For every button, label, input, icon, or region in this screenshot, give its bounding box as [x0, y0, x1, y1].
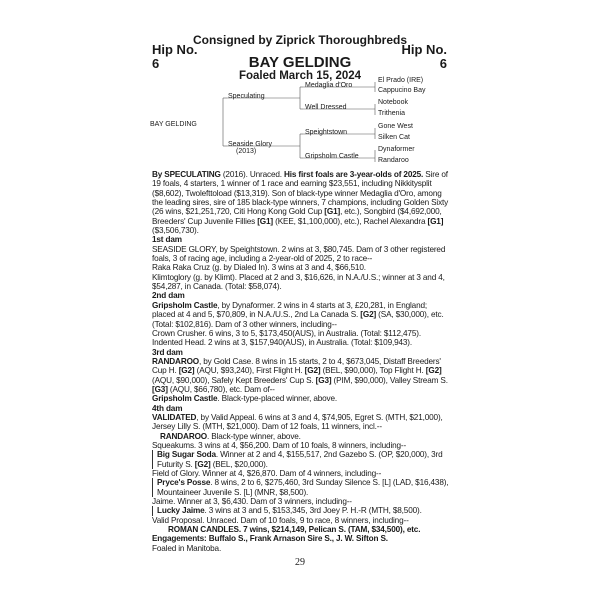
second-dam-paragraph: Gripsholm Castle, by Dynaformer. 2 wins in 4 starts at 3, £20,281, in England; placed at 4 and 5, $70,809, in N.A./U.S., 2nd La Canada S. [G2] (SA, $30,000), etc. (Total: $102,816). Dam of 3 other winners, including--: [152, 300, 444, 329]
fourth-dam-heading: 4th dam: [152, 403, 183, 413]
pedigree-dds: Dynaformer: [378, 146, 415, 153]
pedigree-sire-sire: Medaglia d'Oro: [305, 82, 353, 89]
pedigree-sdd: Trithenia: [378, 110, 405, 117]
fourth-dam-foal-4: Jaime. Winner at 3, $6,430. Dam of 3 winners, including--: [152, 497, 352, 507]
fourth-dam-paragraph: VALIDATED, by Valid Appeal. 6 wins at 3 and 4, $74,905, Egret S. (MTH, $21,000), Jersey Lilly S. (MTH, $21,000). Dam of 12 foals, 11 winners, incl.--: [152, 412, 443, 432]
second-dam-heading: 2nd dam: [152, 291, 185, 301]
fourth-dam-grandfoal-3: Lucky Jaime. 3 wins at 3 and 5, $153,345, 3rd Joey P. H.-R (MTH, $8,500).: [152, 506, 450, 515]
pedigree-ssd: Cappucino Bay: [378, 87, 426, 94]
first-dam-heading: 1st dam: [152, 235, 182, 245]
fourth-dam-foal-3: Field of Glory. Winner at 4, $26,870. Dam of 4 winners, including--: [152, 469, 382, 478]
horse-title: BAY GELDING: [248, 54, 352, 71]
fourth-dam-grandfoal-1: Big Sugar Soda. Winner at 2 and 4, $155,517, 2nd Gazebo S. (OP, $20,000), 3rd Futurity S. [G2] (BEL, $20,000).: [152, 450, 450, 469]
second-dam-foal-1: Crown Crusher. 6 wins, 3 to 5, $173,450(AUS), in Australia. (Total: $112,475).: [152, 328, 421, 338]
third-dam-heading: 3rd dam: [152, 347, 183, 357]
pedigree-dsd: Silken Cat: [378, 134, 410, 141]
pedigree-sds: Notebook: [378, 99, 408, 106]
fourth-dam-foal-2: Squeakums. 3 wins at 4, $56,200. Dam of 10 foals, 8 winners, including--: [152, 440, 407, 450]
hip-value: 6: [439, 56, 447, 71]
pedigree-sire: Speculating: [228, 93, 265, 100]
first-dam-foal-1: Raka Raka Cruz (g. by Dialed In). 3 wins at 3 and 4, $66,510.: [152, 263, 366, 273]
pedigree-dam-year: (2013): [236, 148, 257, 155]
first-dam-foal-2: Klimtoglory (g. by Klimt). Placed at 2 and 3, $16,626, in N.A./U.S.; winner at 3 and 4, $54,287, in Canada. (Total: $58,074).: [152, 272, 445, 292]
fourth-dam-grandfoal-4: ROMAN CANDLES. 7 wins, $214,149, Pelican S. (TAM, $34,500), etc.: [168, 525, 421, 535]
pedigree-subject: BAY GELDING: [150, 121, 197, 128]
third-dam-foal-1: Gripsholm Castle. Black-type-placed winner, above.: [152, 394, 338, 404]
first-dam-paragraph: SEASIDE GLORY, by Speightstown. 2 wins at 3, $80,745. Dam of 3 other registered foals, 3 of racing age, including a 2-year-old of 2025, 2 to race--: [152, 244, 446, 264]
consignor-line: Consigned by Ziprick Thoroughbreds: [192, 33, 407, 47]
fourth-dam-foal-5: Valid Proposal. Unraced. Dam of 10 foals, 9 to race, 8 winners, including--: [152, 515, 409, 525]
hip-value: 6: [152, 56, 160, 71]
pedigree-dam: Seaside Glory: [228, 141, 272, 148]
second-dam-foal-2: Indented Head. 2 wins at 3, $157,940(AUS), in Australia. (Total: $109,943).: [152, 338, 413, 348]
pedigree-sss: El Prado (IRE): [378, 77, 424, 84]
hip-label: Hip No.: [152, 42, 198, 57]
pedigree-sire-dam: Well Dressed: [305, 104, 347, 111]
engagements: Engagements: Buffalo S., Frank Arnason Sire S., J. W. Sifton S.: [152, 534, 388, 544]
page-number: 29: [295, 557, 305, 568]
foaled-location: Foaled in Manitoba.: [152, 543, 222, 553]
pedigree-ddd: Randaroo: [378, 157, 409, 164]
pedigree-dss: Gone West: [378, 123, 413, 130]
catalog-body: [152, 170, 450, 553]
pedigree-dam-sire: Speightstown: [305, 129, 348, 136]
fourth-dam-grandfoal-2: Pryce's Posse. 8 wins, 2 to 6, $275,460, 3rd Sunday Silence S. [L] (LAD, $16,438), Mountaineer Juvenile S. [L] (MNR, $8,500).: [152, 478, 450, 497]
sire-paragraph: By SPECULATING (2016). Unraced. His first foals are 3-year-olds of 2025. Sire of 19 foals, 4 starters, 1 winner of 1 race and earning $23,551, including Nikkitysplit ($8,602), Twolefttoload ($13,319). Son of black-type winner Medaglia d'Oro, among the leading sires, sire of 185 black-type winners, 7 champions, including Golden Sixty (26 wins, $21,251,720, Citi Hong Kong Gold Cup [G1], etc.), Songbird ($4,692,000, Breeders' Cup Juvenile Fillies [G1] (KEE, $1,100,000), etc.), Rachel Alexandra [G1] ($3,506,730).: [152, 170, 449, 236]
foaled-date: Foaled March 15, 2024: [238, 70, 362, 82]
hip-label: Hip No.: [401, 42, 447, 57]
third-dam-paragraph: RANDAROO, by Gold Case. 8 wins in 15 starts, 2 to 4, $673,045, Distaff Breeders' Cup H. [G2] (AQU, $93,240), First Flight H. [G2] (BEL, $90,000), Top Flight H. [G2] (AQU, $90,000), Safely Kept Breeders' Cup S. [G3] (PIM, $90,000), Valley Stream S. [G3] (AQU, $66,780), etc. Dam of--: [152, 356, 448, 394]
fourth-dam-foal-1: RANDAROO. Black-type winner, above.: [160, 431, 301, 441]
pedigree-dam-dam: Gripsholm Castle: [305, 153, 359, 160]
